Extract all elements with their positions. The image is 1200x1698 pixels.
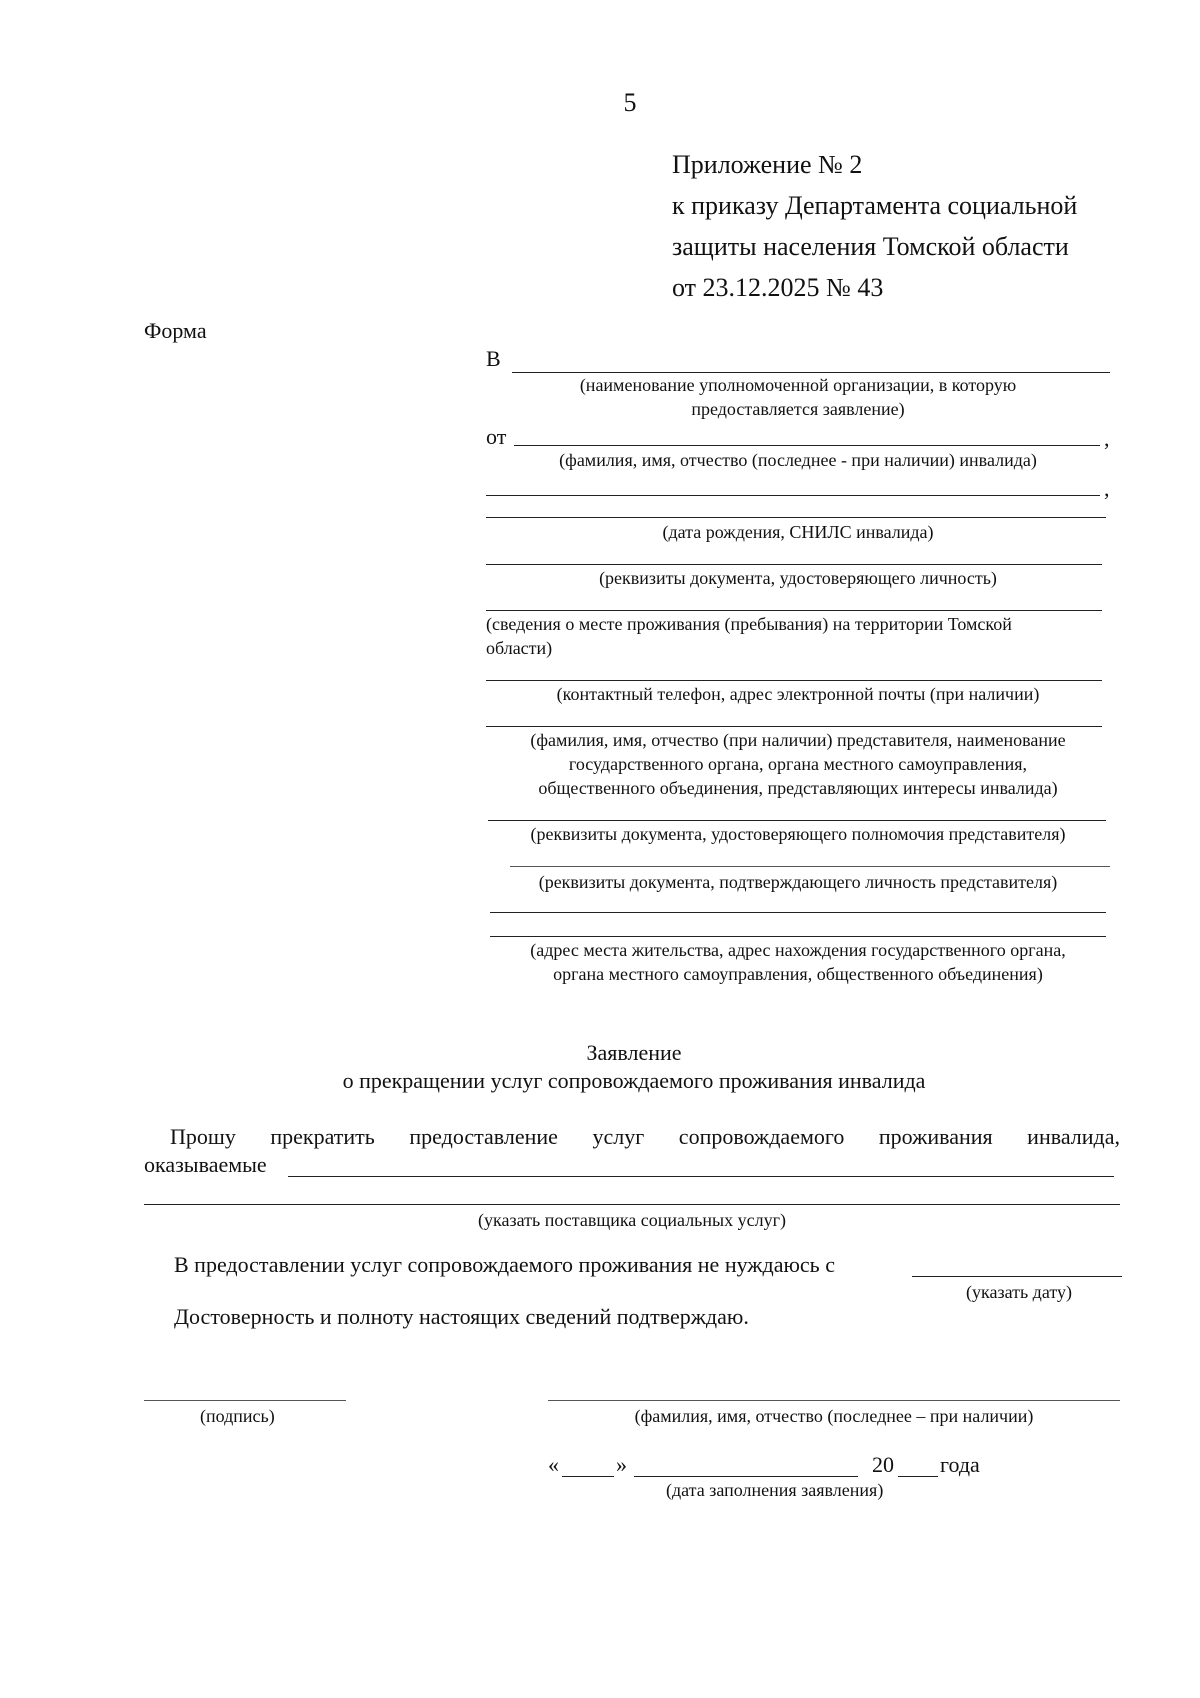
comma-2: , <box>1104 476 1110 501</box>
rep-identity-field[interactable] <box>510 866 1110 867</box>
rep-authority-caption: (реквизиты документа, удостоверяющего полномочия представителя) <box>530 824 1066 844</box>
comma-1: , <box>1104 426 1110 451</box>
birth-snils-caption: (дата рождения, СНИЛС инвалида) <box>662 522 934 542</box>
provider-field-1[interactable] <box>288 1176 1114 1177</box>
month-field[interactable] <box>634 1476 858 1477</box>
fill-date-caption: (дата заполнения заявления) <box>666 1480 884 1500</box>
rep-address-field-2[interactable] <box>490 936 1106 937</box>
day-field[interactable] <box>562 1476 614 1477</box>
signature-field[interactable] <box>144 1400 346 1401</box>
signer-fio-caption: (фамилия, имя, отчество (последнее – при наличии) <box>634 1406 1034 1426</box>
year-field[interactable] <box>898 1476 938 1477</box>
provider-caption: (указать поставщика социальных услуг) <box>478 1210 786 1230</box>
provided-by-label: оказываемые <box>144 1152 267 1177</box>
residence-field[interactable] <box>486 610 1102 611</box>
statement-title: Заявление <box>586 1040 682 1065</box>
rep-address-field-1[interactable] <box>490 912 1106 913</box>
representative-field[interactable] <box>486 726 1102 727</box>
statement-subtitle: о прекращении услуг сопровождаемого проживания инвалида <box>342 1068 926 1093</box>
fio-field-1[interactable] <box>514 445 1100 446</box>
year-prefix: 20 <box>872 1452 894 1477</box>
from-prefix: от <box>486 424 507 449</box>
contact-caption: (контактный телефон, адрес электронной почты (при наличии) <box>556 684 1040 704</box>
rep-caption-3: общественного объединения, представляющих интересы инвалида) <box>538 778 1058 798</box>
stop-date-field[interactable] <box>912 1276 1122 1277</box>
quote-open: « <box>548 1452 559 1477</box>
rep-identity-caption: (реквизиты документа, подтверждающего личность представителя) <box>538 872 1058 892</box>
rep-caption-2: государственного органа, органа местного самоуправления, <box>568 754 1028 774</box>
id-doc-caption: (реквизиты документа, удостоверяющего личность) <box>599 568 997 588</box>
quote-close: » <box>616 1452 627 1477</box>
signature-caption: (подпись) <box>200 1406 275 1426</box>
birth-snils-field[interactable] <box>486 517 1106 518</box>
org-caption-1: (наименование уполномоченной организации, в которую <box>579 375 1017 395</box>
appendix-date-line: от 23.12.2025 № 43 <box>672 273 884 302</box>
provider-field-2[interactable] <box>144 1204 1120 1205</box>
fio-field-2[interactable] <box>486 495 1100 496</box>
residence-caption-1: (сведения о месте проживания (пребывания) на территории Томской <box>486 614 1012 634</box>
rep-caption-1: (фамилия, имя, отчество (при наличии) представителя, наименование <box>530 730 1066 750</box>
rep-address-caption-1: (адрес места жительства, адрес нахождения государственного органа, <box>530 940 1066 960</box>
page-number: 5 <box>623 88 637 117</box>
year-suffix: года <box>940 1452 980 1477</box>
form-label: Форма <box>144 318 207 343</box>
contact-field[interactable] <box>486 680 1102 681</box>
appendix-order-line: к приказу Департамента социальной <box>672 191 1078 220</box>
signer-fio-field[interactable] <box>548 1400 1120 1401</box>
to-prefix: В <box>486 346 501 371</box>
confirm-text: Достоверность и полноту настоящих сведений подтверждаю. <box>174 1304 749 1329</box>
request-line: Прошу прекратить предоставление услуг сопровождаемого проживания инвалида, <box>170 1124 1120 1149</box>
org-caption-2: предоставляется заявление) <box>691 399 905 419</box>
id-doc-field[interactable] <box>486 564 1102 565</box>
org-name-field[interactable] <box>512 372 1110 373</box>
rep-authority-field[interactable] <box>488 820 1106 821</box>
fio-caption: (фамилия, имя, отчество (последнее - при наличии) инвалида) <box>559 450 1037 470</box>
appendix-department-line: защиты населения Томской области <box>672 232 1069 261</box>
rep-address-caption-2: органа местного самоуправления, общественного объединения) <box>553 964 1043 984</box>
no-need-text: В предоставлении услуг сопровождаемого проживания не нуждаюсь с <box>174 1252 835 1277</box>
residence-caption-2: области) <box>486 638 553 658</box>
date-caption: (указать дату) <box>966 1282 1072 1302</box>
appendix-title: Приложение № 2 <box>672 150 863 179</box>
